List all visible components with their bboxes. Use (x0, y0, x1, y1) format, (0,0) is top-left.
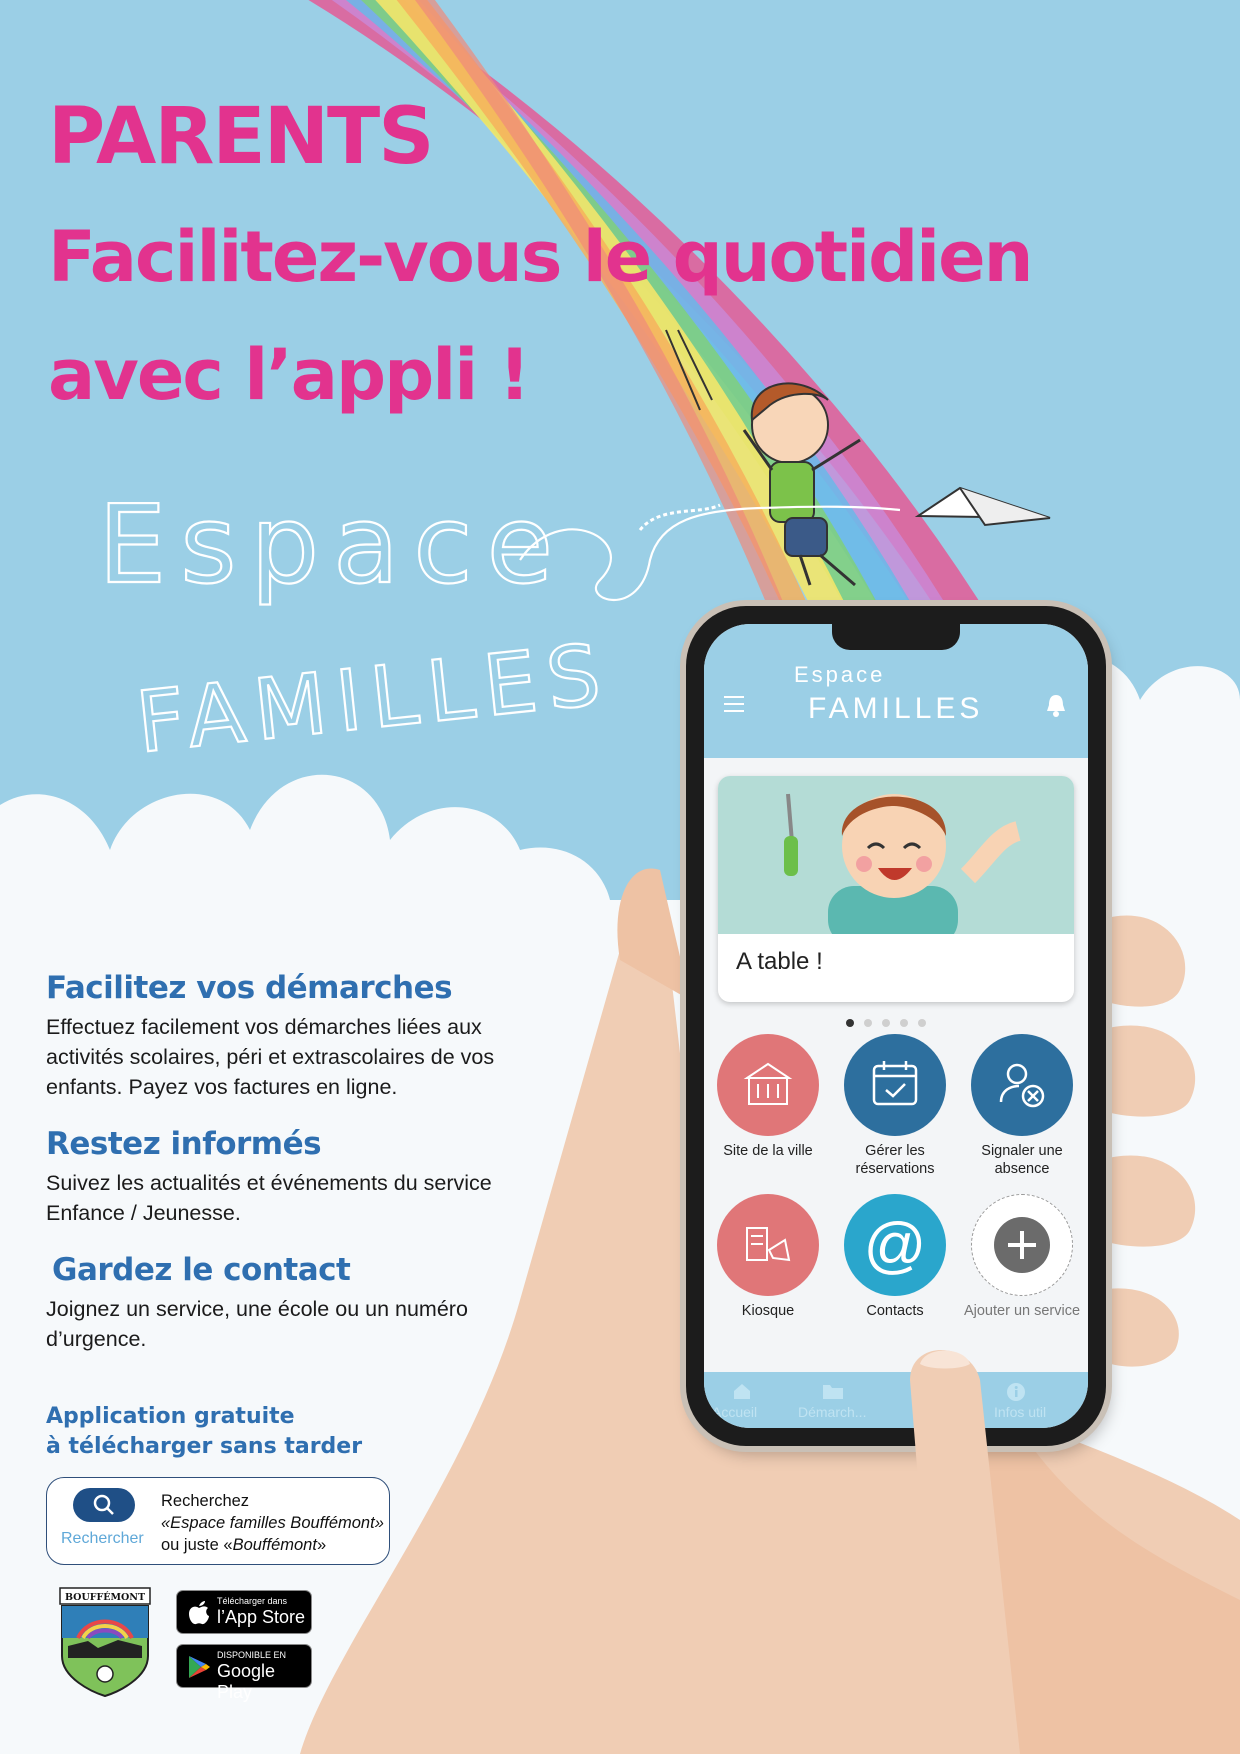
svg-text:@: @ (863, 1211, 927, 1280)
section-line: Suivez les actualités et événements du service (46, 1171, 492, 1195)
carousel-dot[interactable] (918, 1019, 926, 1027)
tile-site-de-la-ville[interactable] (708, 1034, 828, 1160)
tile-circle (717, 1194, 819, 1296)
section-title: Facilitez vos démarches (46, 970, 453, 1006)
news-card-image (718, 776, 1074, 934)
section-demarches (46, 970, 546, 1102)
news-card[interactable] (718, 776, 1074, 1002)
search-button (73, 1488, 135, 1522)
section-informes (46, 1126, 546, 1228)
tile-label: Kiosque (741, 1303, 795, 1319)
tile-label: Gérer les réservations (855, 1143, 935, 1177)
section-text (46, 1012, 546, 1102)
section-line: Effectuez facilement vos démarches liées aux (46, 1015, 482, 1039)
section-line: Joignez un service, une école ou un numéro (46, 1297, 468, 1321)
nav-infos-utiles[interactable]: Infos util (994, 1404, 1047, 1420)
section-text (46, 1294, 546, 1354)
tile-label: Site de la ville (723, 1143, 813, 1159)
app-header (704, 624, 1088, 758)
search-instructions (161, 1490, 384, 1556)
tile-label: Ajouter un service (963, 1303, 1081, 1319)
search-line-1: Recherchez (161, 1492, 250, 1510)
search-instruction-box (46, 1477, 390, 1565)
tile-label: Signaler une absence (981, 1143, 1063, 1177)
megaphone-icon (717, 1194, 819, 1296)
search-line-3 (161, 1534, 384, 1556)
google-play-small-text: DISPONIBLE EN (217, 1650, 287, 1660)
brand-word-espace: Espace (98, 483, 568, 608)
section-line: activités scolaires, péri et extrascolaires de vos (46, 1045, 495, 1069)
phone-notch (832, 624, 960, 650)
promo-line-1: Application gratuite (46, 1404, 295, 1429)
section-line: d’urgence. (46, 1327, 147, 1351)
apple-icon (187, 1599, 211, 1625)
section-contact (46, 1252, 546, 1354)
google-play-badge[interactable] (176, 1644, 312, 1702)
carousel-dot[interactable] (846, 1019, 854, 1027)
promo-line-2: à télécharger sans tarder (46, 1434, 363, 1459)
section-text (46, 1168, 546, 1228)
section-title: Restez informés (46, 1126, 322, 1162)
carousel-dot[interactable] (882, 1019, 890, 1027)
boy-eating-illustration (718, 776, 1074, 934)
section-line: enfants. Payez vos factures en ligne. (46, 1075, 398, 1099)
tile-contacts[interactable] (835, 1194, 955, 1320)
user-remove-icon (971, 1034, 1073, 1136)
headline-line-3: avec l’appli ! (48, 334, 529, 416)
tile-gerer-reservations[interactable] (835, 1034, 955, 1178)
nav-accueil[interactable]: Accueil (712, 1404, 758, 1420)
search-line-3-prefix: ou juste « (161, 1536, 233, 1554)
app-store-small-text: Télécharger dans (217, 1596, 288, 1606)
town-hall-icon (717, 1034, 819, 1136)
nav-demarches[interactable]: Démarch... (798, 1404, 867, 1420)
carousel-dot[interactable] (864, 1019, 872, 1027)
home-icon (732, 1382, 752, 1400)
tile-kiosque[interactable] (708, 1194, 828, 1320)
app-store-badge[interactable] (176, 1590, 312, 1634)
promo-text (46, 1402, 362, 1462)
app-logo-familles: FAMILLES (808, 692, 984, 725)
tile-circle (971, 1034, 1073, 1136)
google-play-big-text: Google Play (217, 1661, 276, 1702)
calendar-check-icon (844, 1034, 946, 1136)
tile-circle (844, 1194, 946, 1296)
crest-name: BOUFFÉMONT (64, 1592, 146, 1603)
search-line-2: «Espace familles Bouffémont» (161, 1514, 384, 1532)
bell-icon[interactable] (1044, 692, 1068, 718)
carousel-dots (846, 1014, 936, 1032)
search-icon (73, 1488, 135, 1522)
app-screen (704, 624, 1088, 1428)
brand-word-familles: FAMILLES (131, 624, 615, 772)
hamburger-menu-icon[interactable] (724, 696, 744, 712)
plus-icon (972, 1195, 1074, 1297)
search-label: Rechercher (61, 1530, 144, 1547)
search-line-3-name: Bouffémont (232, 1536, 317, 1554)
tile-ajouter-service[interactable] (962, 1194, 1082, 1320)
folder-icon (822, 1382, 844, 1400)
carousel-dot[interactable] (900, 1019, 908, 1027)
headline-line-2: Facilitez-vous le quotidien (48, 216, 1032, 298)
tile-circle (717, 1034, 819, 1136)
at-sign-icon (844, 1194, 946, 1296)
pointing-finger-illustration (880, 1330, 1080, 1754)
google-play-icon (187, 1654, 211, 1680)
tile-circle (844, 1034, 946, 1136)
app-logo-espace: Espace (794, 662, 886, 687)
bouffemont-crest-logo (58, 1586, 152, 1698)
tile-signaler-absence[interactable] (962, 1034, 1082, 1178)
tile-label: Contacts (866, 1303, 924, 1319)
news-card-title: A table ! (736, 948, 823, 975)
phone-mockup (686, 606, 1106, 1446)
tile-circle (971, 1194, 1073, 1296)
search-line-3-suffix: » (316, 1536, 327, 1554)
section-title: Gardez le contact (52, 1252, 351, 1288)
headline-parents: PARENTS (48, 92, 433, 182)
app-store-big-text: l’App Store (217, 1607, 306, 1627)
section-line: Enfance / Jeunesse. (46, 1201, 241, 1225)
